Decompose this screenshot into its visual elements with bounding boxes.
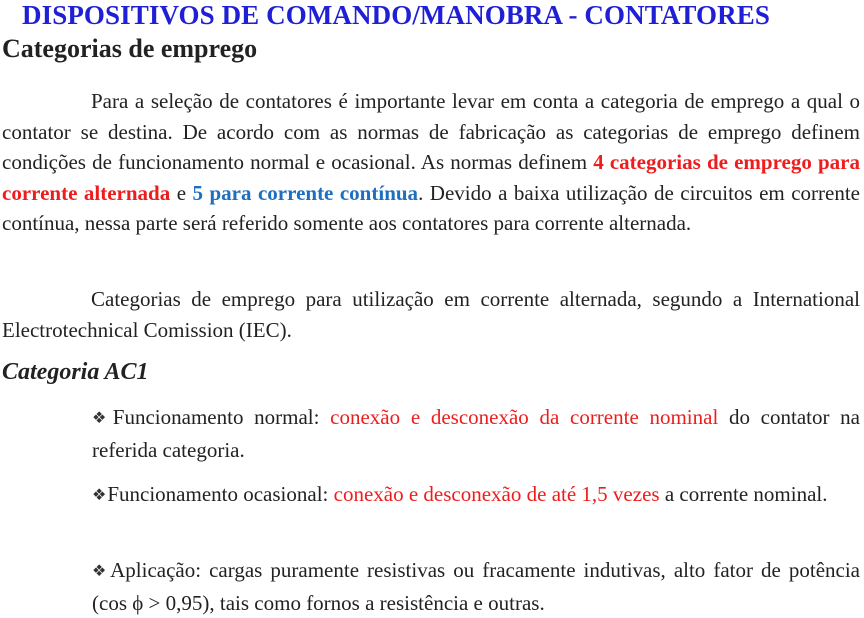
intro-text-connector: e <box>170 180 193 205</box>
four-diamond-bullet-icon: ❖ <box>92 561 110 580</box>
bullet-prefix: Funcionamento normal: <box>112 405 331 429</box>
page-title: DISPOSITIVOS DE COMANDO/MANOBRA - CONTATORES <box>22 0 770 30</box>
bullet-highlight: conexão e desconexão da corrente nominal <box>330 405 719 429</box>
iec-text: Categorias de emprego para utilização em corrente alternada, segundo a International Electrotechnical Comission (IEC). <box>2 287 860 342</box>
ac-categories-highlight: 4 categorias de emprego para corrente alternada <box>2 150 860 205</box>
bullet-suffix: a corrente nominal. <box>659 482 828 506</box>
bullet-item-normal-operation <box>92 402 860 465</box>
section-subtitle: Categorias de emprego <box>2 34 258 63</box>
bullet-prefix: Aplicação: cargas puramente resistivas ou fracamente indutivas, alto fator de potência (cos ϕ > 0,95), tais como fornos a resistência e outras. <box>92 558 860 615</box>
bullet-item-occasional-operation <box>92 479 860 512</box>
bullet-highlight: conexão e desconexão de até 1,5 vezes <box>333 482 660 506</box>
bullet-item-application <box>92 555 860 618</box>
four-diamond-bullet-icon: ❖ <box>92 485 107 504</box>
intro-text-start: Para a seleção de contatores é importante levar em conta a categoria de emprego a qual o contator se destina. De acordo com as normas de fabricação as categorias de emprego definem condições de funcionamento normal e ocasional. As normas definem <box>2 89 860 174</box>
category-heading: Categoria AC1 <box>2 359 149 385</box>
bullet-suffix: do contator na referida categoria. <box>92 405 861 462</box>
intro-paragraph <box>2 86 860 239</box>
bullet-prefix: Funcionamento ocasional: <box>107 482 334 506</box>
dc-categories-highlight: 5 para corrente contínua <box>192 180 419 205</box>
four-diamond-bullet-icon: ❖ <box>92 408 112 427</box>
iec-paragraph <box>2 284 860 345</box>
intro-text-end: . Devido a baixa utilização de circuitos em corrente contínua, nessa parte será referido somente aos contatores para corrente alternada. <box>2 180 860 235</box>
